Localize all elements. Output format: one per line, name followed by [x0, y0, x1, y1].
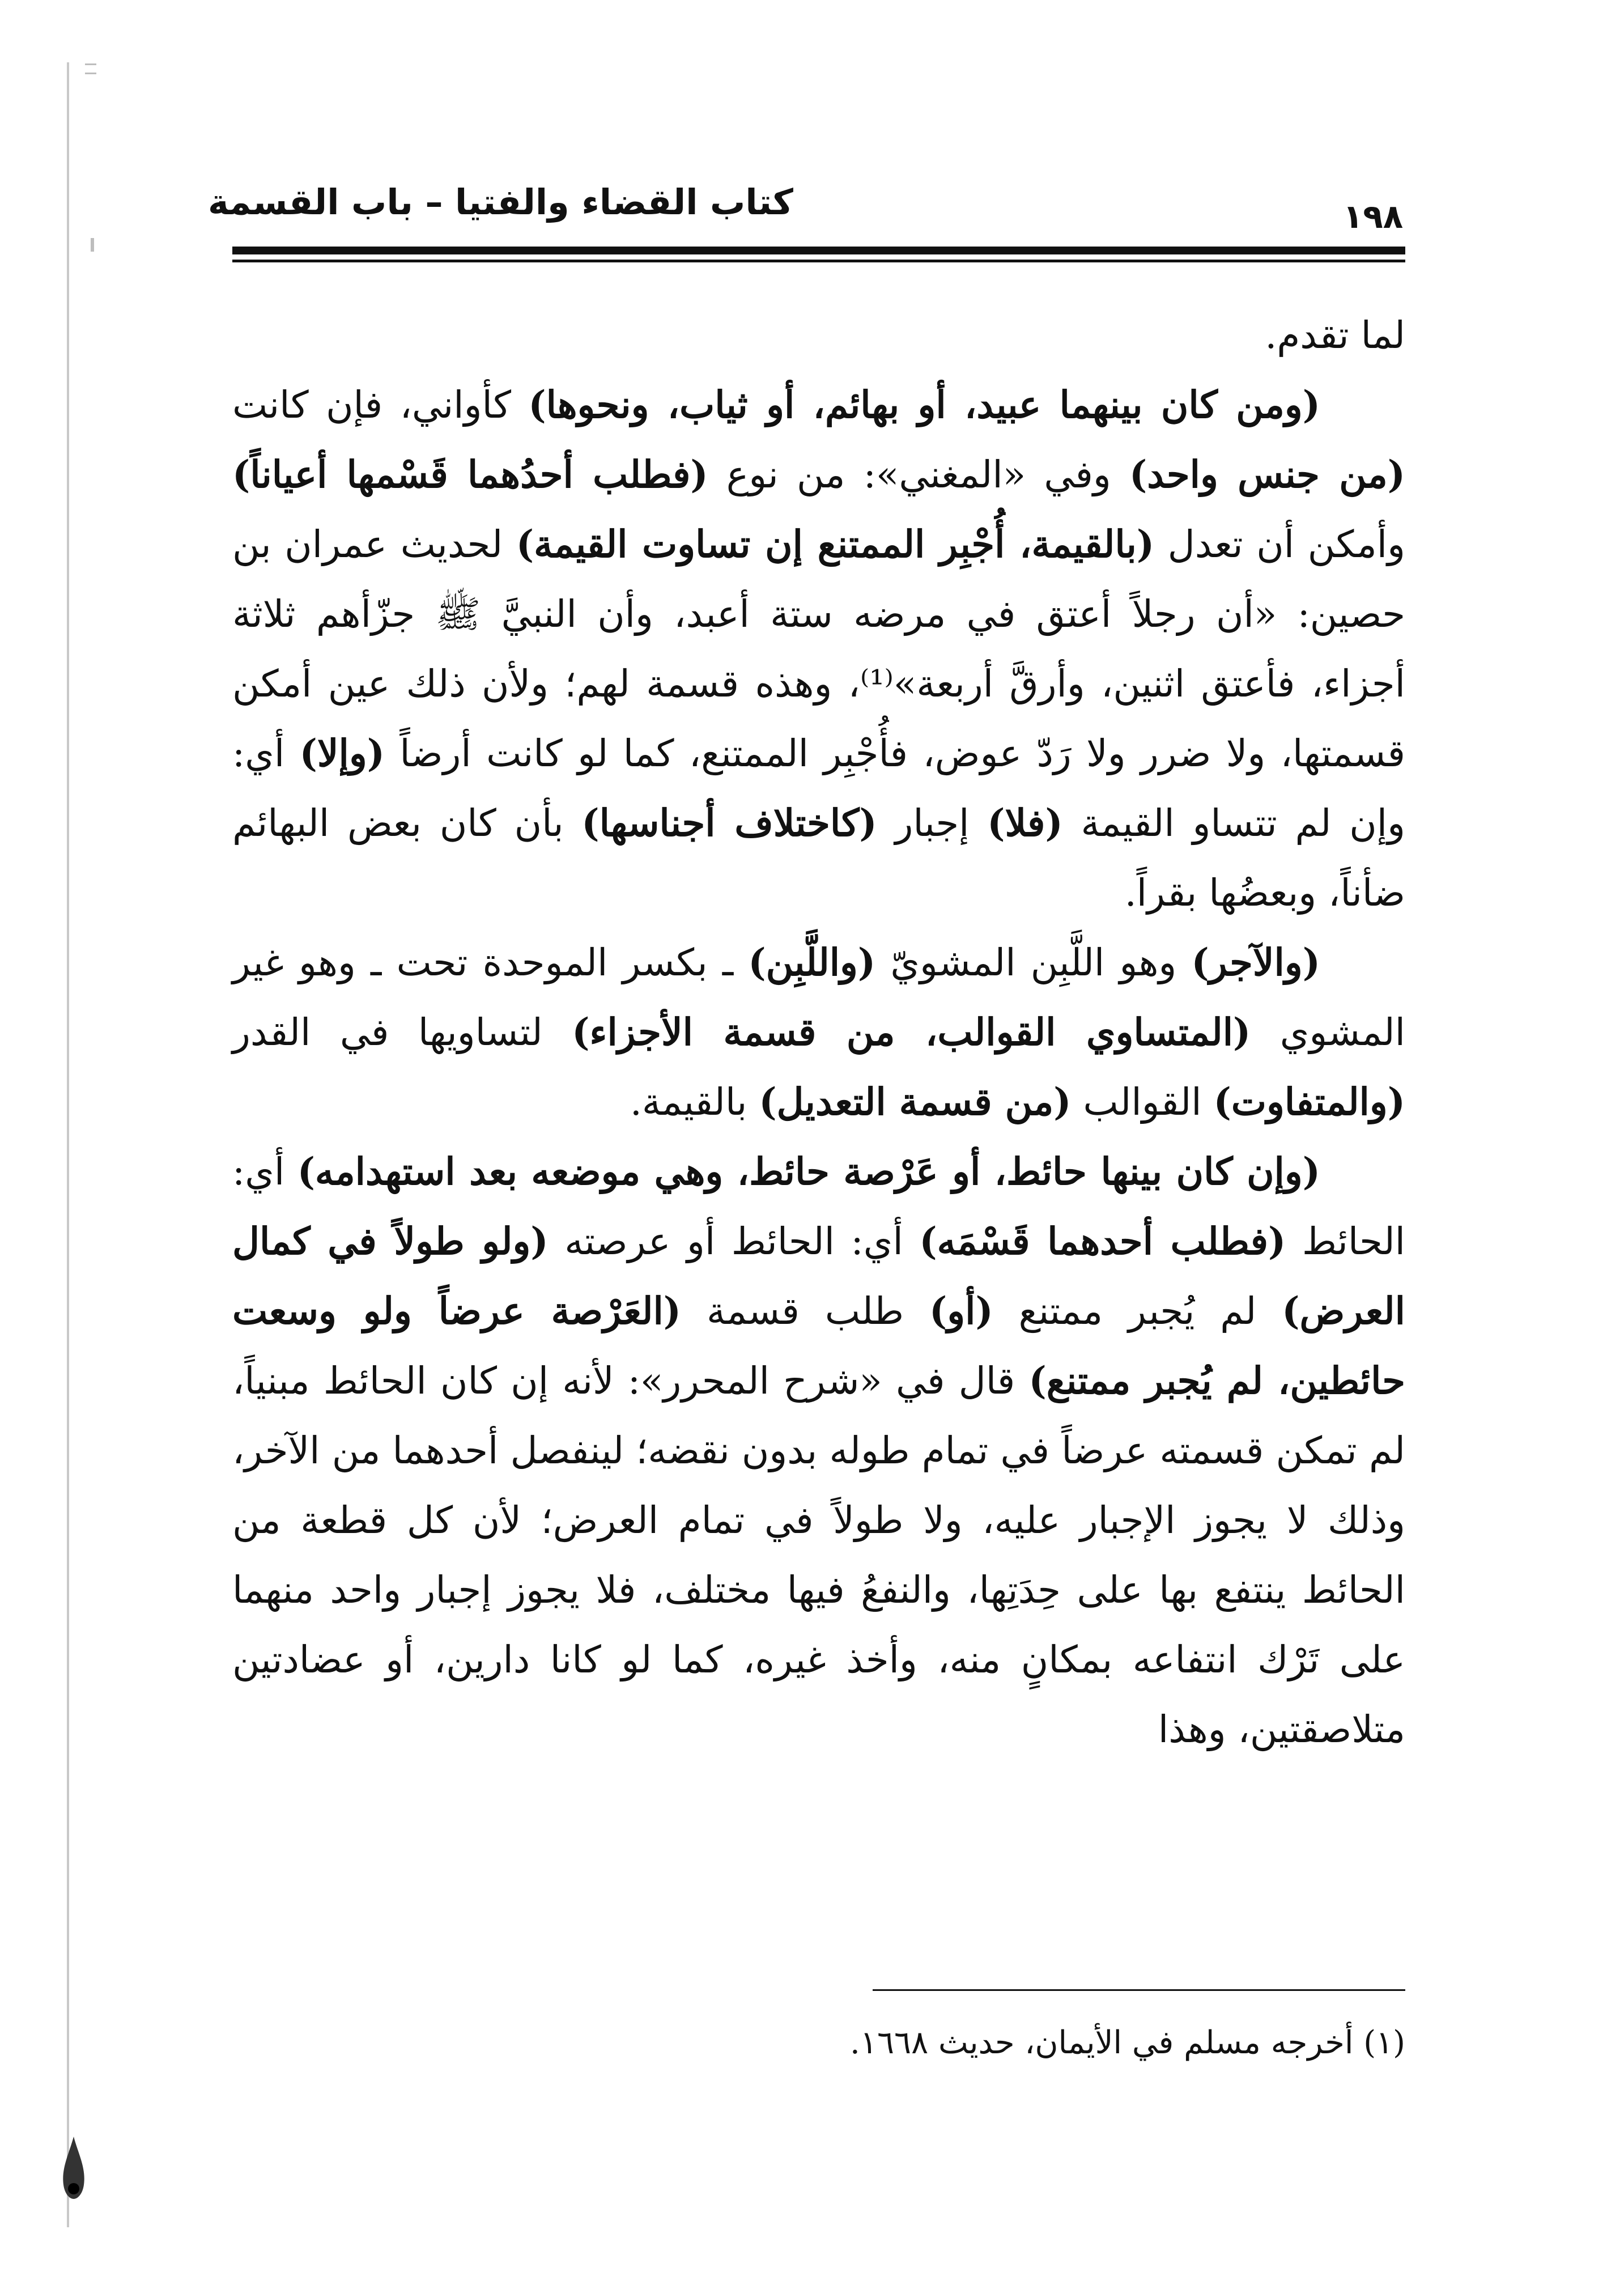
sharh-text: أي: الحائط [232, 1150, 1406, 1263]
matn-text: (والمتفاوت) [1213, 1080, 1405, 1124]
page-number: ١٩٨ [1343, 197, 1404, 236]
matn-text: (ولو طولاً في كمال العرض) [232, 1219, 1405, 1333]
matn-text: (فلا) [987, 801, 1063, 845]
scan-mark [85, 63, 96, 65]
matn-text: (كاختلاف أجناسها) [581, 801, 877, 845]
matn-text: (واللَّبِن) [748, 940, 876, 984]
sharh-text: إجبار [877, 801, 988, 845]
scan-mark [85, 73, 96, 74]
sharh-text: وهو اللَّبِن المشويّ [875, 941, 1192, 984]
matn-text: (العَرْصة عرضاً ولو وسعت حائطين، لم يُجبر ممتنع) [232, 1289, 1406, 1403]
matn-text: (وإن كان بينها حائط، أو عَرْصة حائط، وهي موضعه بعد استهدامه) [297, 1149, 1320, 1194]
sharh-text: بالقيمة. [630, 1080, 759, 1124]
page-header [208, 181, 1405, 272]
header-rule-thick [232, 247, 1405, 254]
matn-text: (والآجر) [1191, 940, 1320, 984]
sharh-text: لتساويها في القدر [232, 1010, 572, 1054]
matn-text: (المتساوي القوالب، من قسمة الأجزاء) [572, 1010, 1251, 1054]
sharh-text: بأن كان بعض البهائم ضأناً، وبعضُها بقراً. [232, 801, 1405, 915]
matn-text: (من قسمة التعديل) [759, 1080, 1072, 1124]
scan-mark [91, 238, 94, 252]
sharh-text: لم يُجبر ممتنع [993, 1289, 1282, 1333]
footnote: (١) أخرجه مسلم في الأيمان، حديث ١٦٦٨. [850, 2024, 1405, 2061]
sharh-text: كأواني، فإن كانت [232, 383, 529, 427]
header-rule-thin [232, 260, 1405, 262]
matn-text: (فطلب أحدُهما قَسْمها أعياناً) [232, 452, 708, 496]
matn-text: (أو) [929, 1289, 993, 1333]
paragraph-1: لما تقدم. [1265, 313, 1405, 357]
matn-text: (بالقيمة، أُجْبِر الممتنع إن تساوت القيمة) [516, 522, 1155, 566]
scan-corner-mark [61, 2137, 86, 2199]
sharh-text: قال في «شرح المحرر»: لأنه إن كان الحائط مبنياً، لم تمكن قسمته عرضاً في تمام طوله بدون نقضه؛ لينفصل أحدهما من الآخر، وذلك لا يجوز الإجبار عليه، ولا طولاً في تمام العرض؛ لأن كل قطعة من الحائط ينتفع بها على حِدَتِها، والنفعُ فيها مختلف، فلا يجوز إجبار واحد منهما على تَرْك انتفاعه بمكانٍ منه، وأخذ غيره، كما لو كانا دارين، أو عضادتين متلاصقتين، وهذا [232, 1359, 1405, 1751]
sharh-text: أي: الحائط أو عرصته [548, 1220, 920, 1263]
paragraph-3 [232, 928, 1405, 1137]
scan-left-edge [67, 62, 69, 2227]
matn-text: (ومن كان بينهما عبيد، أو بهائم، أو ثياب، ونحوها) [528, 383, 1320, 427]
main-text [232, 300, 1405, 1764]
paragraph-2 [232, 370, 1405, 928]
matn-text: (من جنس واحد) [1129, 452, 1406, 496]
sharh-text: وفي «المغني»: من نوع [708, 453, 1130, 496]
sharh-text: وأمكن أن تعدل [1154, 523, 1405, 566]
paragraph-4 [232, 1137, 1405, 1764]
matn-text: (فطلب أحدهما قَسْمَه) [919, 1219, 1286, 1263]
footnote-separator [873, 1989, 1405, 1991]
sharh-text: طلب قسمة [681, 1289, 930, 1333]
sharh-text: ـ بكسر الموحدة تحت ـ وهو غير المشوي [232, 941, 1405, 1054]
chapter-title: كتاب القضاء والفتيا – باب القسمة [208, 181, 793, 223]
sharh-text: أي: وإن لم تتساو القيمة [232, 732, 1405, 845]
sharh-text: لحديث عمران بن حصين: «أن رجلاً أعتق في مرضه ستة أعبد، وأن النبيَّ ﷺ جزّأهم ثلاثة أجزاء، فأعتق اثنين، وأرقَّ أربعة»⁽¹⁾، وهذه قسمة لهم؛ ولأن ذلك عين أمكن قسمتها، ولا ضرر ولا رَدّ عوض، فأُجْبِر الممتنع، كما لو كانت أرضاً [232, 523, 1406, 775]
matn-text: (وإلا) [299, 731, 385, 775]
sharh-text: القوالب [1071, 1080, 1214, 1124]
